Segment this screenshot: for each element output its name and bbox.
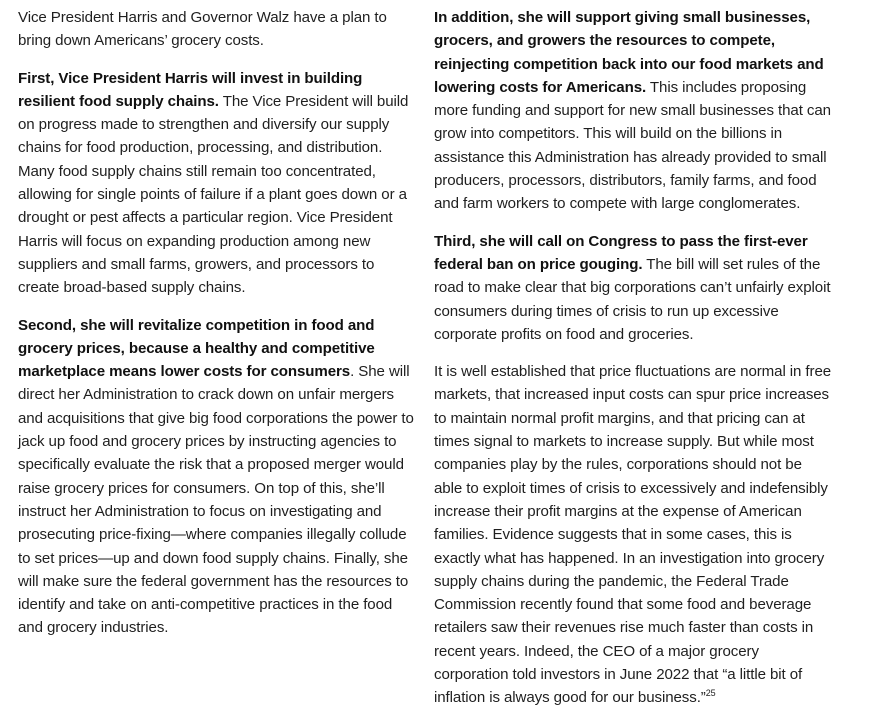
- small-business-body: This includes proposing more funding and support for new small businesses that can grow into competitors. This will build on the billions in assistance this Administration has already provided to small producers, processors, distributors, family farms, and food and farm workers to compete with large conglomerates.: [434, 78, 831, 213]
- left-column: [18, 6, 414, 640]
- price-gouging-body: The bill will set rules of the road to make clear that big corporations can’t unfairly exploit consumers during times of crisis to run up excessive corporate profits on food and groceries.: [434, 255, 831, 343]
- supply-chain-body: The Vice President will build on progress made to strengthen and diversify our supply chains for food production, processing, and distribution. Many food supply chains still remain too concentrated, allowing for single points of failure if a plant goes down or a drought or pest affects a particular region. Vice President Harris will focus on expanding production among new suppliers and small farms, growers, and processors to create broad-based supply chains.: [18, 92, 409, 297]
- supply-chain-lead: First, Vice President Harris will invest in building resilient food supply chains.: [18, 69, 363, 110]
- supply-chain-paragraph: [18, 67, 414, 300]
- right-column: [434, 6, 832, 710]
- price-gouging-lead: Third, she will call on Congress to pass the first-ever federal ban on price gouging.: [434, 232, 808, 273]
- footnote-marker[interactable]: 25: [705, 688, 716, 699]
- competition-body: . She will direct her Administration to crack down on unfair mergers and acquisitions that give big food corporations the power to jack up food and grocery prices by instructing agencies to specifically evaluate the risk that a proposed merger would raise grocery prices for consumers. On top of this, she’ll instruct her Administration to focus on investigating and prosecuting price-fixing—where companies illegally collude to set prices—up and down food supply chains. Finally, she will make sure the federal government has the resources to identify and take on anti-competitive practices in the food and grocery industries.: [18, 363, 414, 637]
- competition-paragraph: [18, 314, 414, 640]
- small-business-lead: In addition, she will support giving small businesses, grocers, and growers the resources to compete, reinjecting competition back into our food markets and lowering costs for Americans.: [434, 9, 824, 96]
- small-business-paragraph: [434, 6, 832, 216]
- intro-text: Vice President Harris and Governor Walz have a plan to bring down Americans’ grocery costs.: [18, 9, 387, 50]
- price-fluctuation-paragraph: [434, 360, 832, 709]
- price-gouging-paragraph: [434, 230, 832, 346]
- competition-lead: Second, she will revitalize competition in food and grocery prices, because a healthy and competitive marketplace means lower costs for consumers: [18, 316, 375, 381]
- price-fluctuation-body: It is well established that price fluctuations are normal in free markets, that increased input costs can spur price increases to maintain normal profit margins, and that pricing can at times signal to markets to increase supply. But while most companies play by the rules, corporations should not be able to exploit times of crisis to excessively and indefensibly increase their profit margins at the expense of American families. Evidence suggests that in some cases, this is exactly what has happened. In an investigation into grocery supply chains during the pandemic, the Federal Trade Commission recently found that some food and beverage retailers saw their revenues rise much faster than costs in recent years. Indeed, the CEO of a major grocery corporation told investors in June 2022 that “a little bit of inflation is always good for our business.”: [434, 363, 832, 707]
- intro-paragraph: [18, 6, 414, 53]
